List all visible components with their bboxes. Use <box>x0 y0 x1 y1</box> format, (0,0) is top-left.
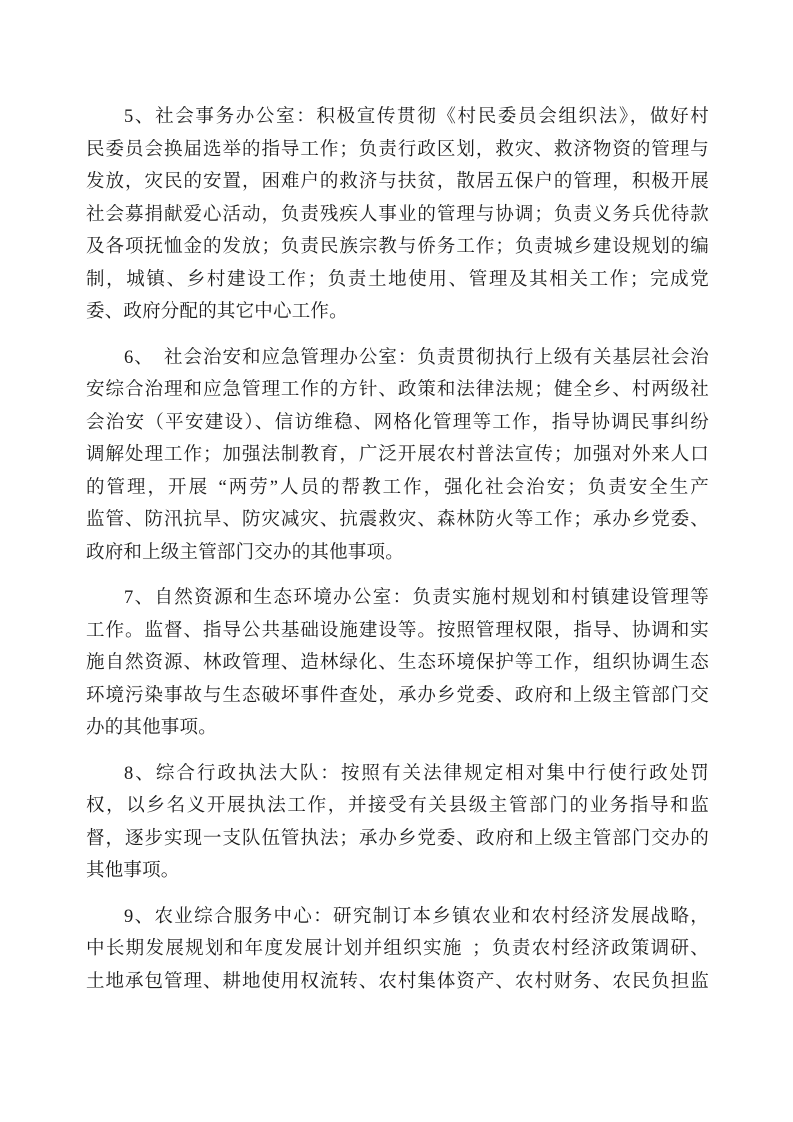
text-line: 委、政府分配的其它中心工作。 <box>86 302 348 322</box>
text-line: 权，以乡名义开展执法工作，并接受有关县级主管部门的业务指导和监 <box>86 796 709 816</box>
text-line: 工作。监督、指导公共基础设施建设等。按照管理权限，指导、协调和实 <box>86 620 709 641</box>
text-line: 9、农业综合服务中心：研究制订本乡镇农业和农村经济发展战略， <box>124 906 709 927</box>
text-line: 调解处理工作；加强法制教育，广泛开展农村普法宣传；加强对外来人口 <box>86 445 709 465</box>
text-line: 土地承包管理、耕地使用权流转、农村集体资产、农村财务、农民负担监 <box>86 971 709 992</box>
text-line: 6、 社会治安和应急管理办公室：负责贯彻执行上级有关基层社会治 <box>124 347 709 368</box>
text-line: 安综合治理和应急管理工作的方针、政策和法律法规；健全乡、村两级社 <box>86 380 709 400</box>
text-line: 政府和上级主管部门交办的其他事项。 <box>86 542 404 563</box>
text-line: 及各项抚恤金的发放；负责民族宗教与侨务工作；负责城乡建设规划的编 <box>86 237 709 257</box>
text-line: 办的其他事项。 <box>86 718 217 738</box>
paragraph-item-6-public-security-emergency-office <box>86 342 709 570</box>
text-line: 其他事项。 <box>86 861 180 881</box>
text-line: 社会募捐献爱心活动，负责残疾人事业的管理与协调；负责义务兵优待款 <box>86 204 709 225</box>
paragraph-item-8-comprehensive-law-enforcement-brigade <box>86 758 709 888</box>
text-line: 督，逐步实现一支队伍管执法；承办乡党委、政府和上级主管部门交办的 <box>86 828 709 849</box>
text-line: 会治安（平安建设）、信访维稳、网格化管理等工作，指导协调民事纠纷 <box>86 412 709 433</box>
text-line: 8、综合行政执法大队：按照有关法律规定相对集中行使行政处罚 <box>124 763 709 784</box>
text-line: 发放，灾民的安置，困难户的救济与扶贫，散居五保户的管理，积极开展 <box>86 172 709 192</box>
paragraph-item-5-social-affairs-office <box>86 101 709 329</box>
text-line: 7、自然资源和生态环境办公室：负责实施村规划和村镇建设管理等 <box>124 588 709 608</box>
text-line: 施自然资源、林政管理、造林绿化、生态环境保护等工作，组织协调生态 <box>86 653 709 673</box>
text-line: 的管理，开展 “两劳”人员的帮教工作，强化社会治安；负责安全生产 <box>86 477 709 498</box>
text-line: 环境污染事故与生态破坏事件查处，承办乡党委、政府和上级主管部门交 <box>86 685 709 706</box>
text-line: 民委员会换届选举的指导工作；负责行政区划，救灾、救济物资的管理与 <box>86 139 709 160</box>
text-line: 监管、防汛抗旱、防灾减灾、抗震救灾、森林防火等工作；承办乡党委、 <box>86 510 709 530</box>
text-line: 中长期发展规划和年度发展计划并组织实施 ；负责农村经济政策调研、 <box>86 939 709 959</box>
text-line: 5、社会事务办公室：积极宣传贯彻《村民委员会组织法》，做好村 <box>124 107 709 127</box>
document-body <box>86 101 709 998</box>
paragraph-item-7-natural-resources-ecology-office <box>86 582 709 745</box>
text-line: 制，城镇、乡村建设工作；负责土地使用、管理及其相关工作；完成党 <box>86 269 709 290</box>
paragraph-item-9-agricultural-service-center <box>86 901 709 999</box>
